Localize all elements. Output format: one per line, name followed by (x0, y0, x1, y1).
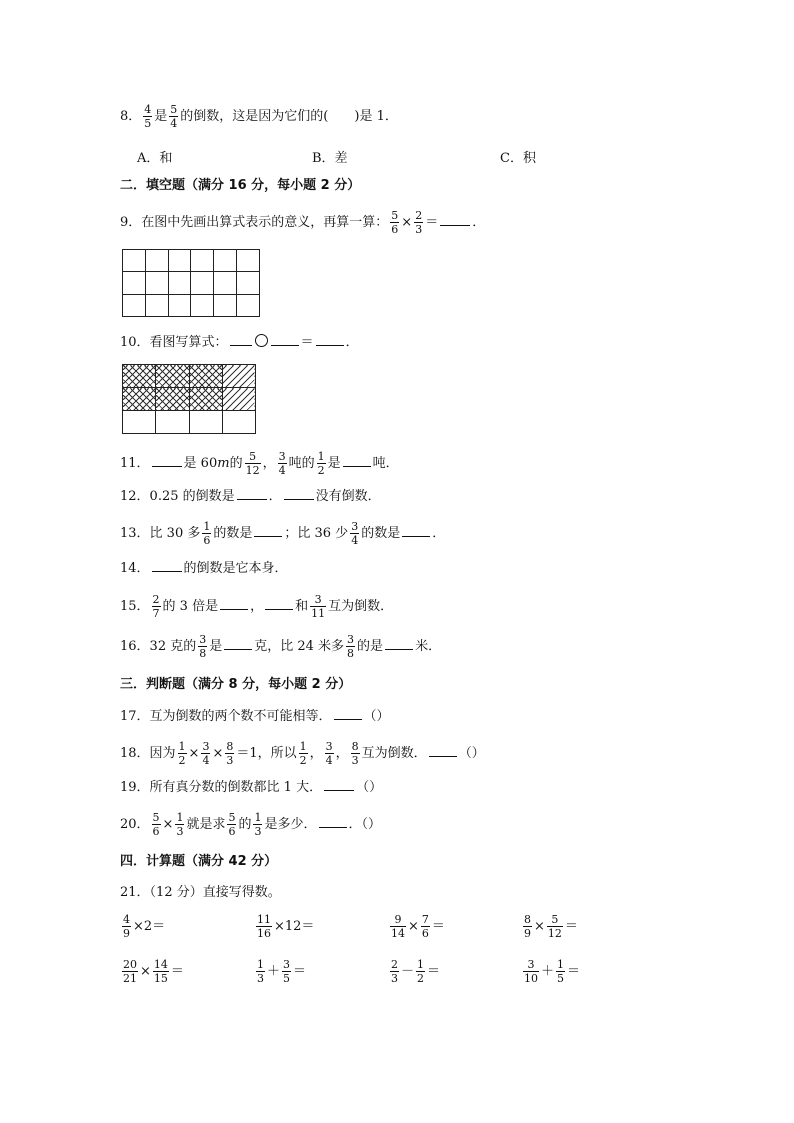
question-17: 17．互为倒数的两个数不可能相等． （） (120, 709, 390, 724)
fraction: $\frac{5}{6}$ (228, 811, 236, 838)
question-16: 16．32 克的 $\frac{3}{8}$ 是 克，比 24 米多 $\frac{3}{8}$ 的是 米． (120, 633, 442, 660)
answer-blank[interactable] (230, 345, 252, 346)
answer-blank[interactable] (254, 536, 282, 537)
fraction: $\frac{1}{3}$ (176, 811, 184, 838)
fraction: $\frac{3}{8}$ (199, 633, 207, 660)
question-21: 21．（12 分）直接写得数。 (120, 885, 281, 900)
fraction: $\frac{2}{7}$ (152, 593, 160, 620)
fraction: $\frac{8}{3}$ (226, 740, 234, 767)
answer-blank[interactable] (284, 499, 314, 500)
section-title: 二．填空题（满分 16 分，每小题 2 分） (120, 178, 361, 193)
answer-blank[interactable] (152, 466, 182, 467)
shaded-grid (122, 364, 256, 434)
answer-blank[interactable] (152, 571, 182, 572)
fraction: $\frac{5}{4}$ (170, 103, 178, 130)
calc-item[interactable]: $\frac{2}{3}$ － $\frac{1}{2}$ ＝ (391, 958, 441, 985)
judge-bracket[interactable]: （） (356, 780, 383, 795)
question-12: 12．0.25 的倒数是 ． 没有倒数． (120, 489, 381, 504)
answer-blank[interactable] (385, 649, 413, 650)
answer-blank[interactable] (220, 609, 248, 610)
question-11: 11． 是 60m的 $\frac{5}{12}$ ， $\frac{3}{4}$ 吨的 $\frac{1}{2}$ 是 吨． (120, 450, 399, 477)
answer-blank[interactable] (319, 827, 347, 828)
calc-item[interactable]: $\frac{3}{10}$ ＋ $\frac{1}{5}$ ＝ (524, 958, 581, 985)
fraction: $\frac{3}{11}$ (311, 593, 326, 620)
judge-bracket[interactable]: （） (363, 709, 390, 724)
calc-item[interactable]: $\frac{11}{16}$ ×12＝ (257, 913, 315, 940)
section-title: 四．计算题（满分 42 分） (120, 854, 278, 869)
fraction: $\frac{3}{4}$ (325, 740, 333, 767)
answer-blank[interactable] (224, 649, 252, 650)
calc-item[interactable]: $\frac{1}{3}$ ＋ $\frac{3}{5}$ ＝ (257, 958, 307, 985)
question-8: 8． $\frac{4}{5}$ 是 $\frac{5}{4}$ 的倒数，这是因为它们的( )是 1． (120, 103, 398, 130)
answer-blank[interactable] (429, 756, 457, 757)
question-19: 19．所有真分数的倒数都比 1 大． （） (120, 780, 383, 795)
question-20: 20． $\frac{5}{6}$ × $\frac{1}{3}$ 就是求 $\frac{5}{6}$ 的 $\frac{1}{3}$ 是多少． ．（） (120, 811, 382, 838)
option-c[interactable]: C．积 (500, 151, 536, 166)
answer-blank[interactable] (324, 790, 354, 791)
fraction: $\frac{1}{2}$ (299, 740, 307, 767)
fraction: $\frac{5}{12}$ (245, 450, 260, 477)
fraction: $\frac{3}{4}$ (351, 520, 359, 547)
fraction: $\frac{5}{6}$ (152, 811, 160, 838)
judge-bracket[interactable]: ．（） (348, 817, 382, 832)
answer-blank[interactable] (271, 345, 299, 346)
fraction: $\frac{1}{2}$ (317, 450, 325, 477)
answer-blank[interactable] (265, 609, 293, 610)
fraction: $\frac{1}{6}$ (203, 520, 211, 547)
answer-blank[interactable] (334, 719, 362, 720)
option-b[interactable]: B．差 (312, 151, 348, 166)
calc-item[interactable]: $\frac{4}{9}$ ×2＝ (123, 913, 166, 940)
fraction: $\frac{5}{6}$ (391, 209, 399, 236)
question-18: 18．因为 $\frac{1}{2}$ × $\frac{3}{4}$ × $\frac{8}{3}$ ＝1，所以 $\frac{1}{2}$ ， $\frac{3}{4}$ ， $\frac{8}{3}$ 互为倒数． （） (120, 740, 485, 767)
question-14: 14． 的倒数是它本身． (120, 561, 288, 576)
section-title: 三．判断题（满分 8 分，每小题 2 分） (120, 677, 352, 692)
circle-operator-blank[interactable] (255, 334, 268, 347)
answer-blank[interactable] (440, 225, 470, 226)
calc-item[interactable]: $\frac{9}{14}$ × $\frac{7}{6}$ ＝ (391, 913, 445, 940)
question-10: 10．看图写算式： ＝ ． (120, 335, 359, 350)
judge-bracket[interactable]: （） (458, 746, 485, 761)
question-15: 15． $\frac{2}{7}$ 的 3 倍是 ， 和 $\frac{3}{11}$ 互为倒数． (120, 593, 394, 620)
question-13: 13．比 30 多 $\frac{1}{6}$ 的数是 ；比 36 少 $\frac{3}{4}$ 的数是 ． (120, 520, 446, 547)
fraction: $\frac{3}{4}$ (278, 450, 286, 477)
fraction: $\frac{3}{8}$ (347, 633, 355, 660)
option-a[interactable]: A．和 (137, 151, 173, 166)
question-9: 9．在图中先画出算式表示的意义，再算一算： $\frac{5}{6}$ × $\frac{2}{3}$ ＝ ． (120, 209, 486, 236)
calc-item[interactable]: $\frac{20}{21}$ × $\frac{14}{15}$ ＝ (123, 958, 184, 985)
fraction: $\frac{1}{2}$ (178, 740, 186, 767)
fraction: $\frac{8}{3}$ (351, 740, 359, 767)
calc-item[interactable]: $\frac{8}{9}$ × $\frac{5}{12}$ ＝ (524, 913, 578, 940)
fraction: $\frac{1}{3}$ (254, 811, 262, 838)
fraction: $\frac{2}{3}$ (415, 209, 423, 236)
blank-grid[interactable] (122, 249, 260, 317)
answer-blank[interactable] (316, 345, 344, 346)
answer-blank[interactable] (343, 466, 371, 467)
fraction: $\frac{4}{5}$ (144, 103, 152, 130)
answer-blank[interactable] (237, 499, 267, 500)
answer-blank[interactable] (402, 536, 430, 537)
fraction: $\frac{3}{4}$ (202, 740, 210, 767)
